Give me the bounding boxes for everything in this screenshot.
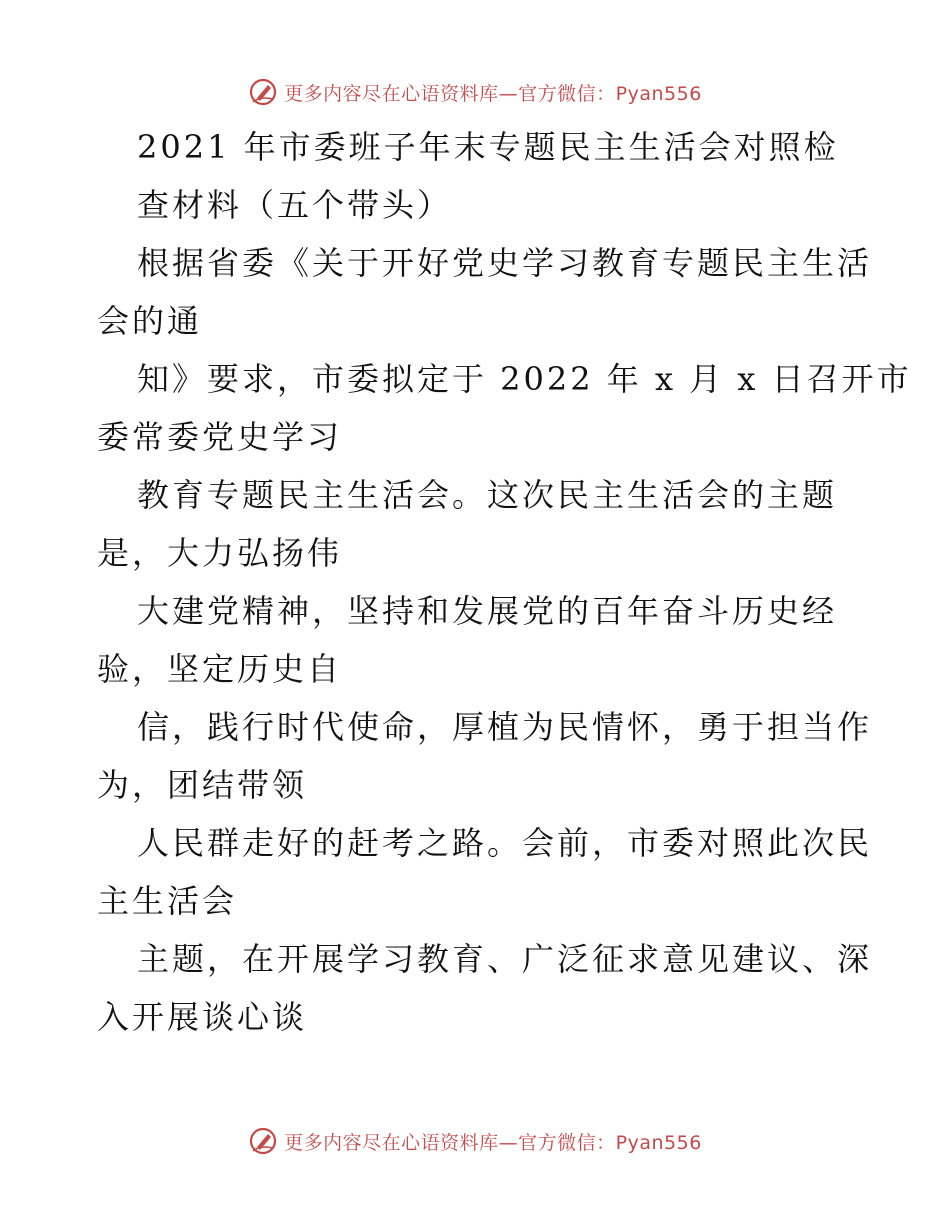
document-line: 2021 年市委班子年末专题民主生活会对照检 xyxy=(137,128,839,166)
document-line: 是，大力弘扬伟 xyxy=(97,534,343,572)
footer-watermark-text: 更多内容尽在心语资料库—官方微信：Pyan556 xyxy=(284,1131,702,1154)
document-line: 委常委党史学习 xyxy=(97,418,343,456)
document-line: 大建党精神，坚持和发展党的百年奋斗历史经 xyxy=(137,592,838,630)
document-line: 信，践行时代使命，厚植为民情怀，勇于担当作 xyxy=(137,708,873,746)
document-line: 为，团结带领 xyxy=(97,766,308,804)
footer-watermark xyxy=(0,1121,950,1161)
document-line: 验，坚定历史自 xyxy=(97,650,343,688)
document-line: 主题，在开展学习教育、广泛征求意见建议、深 xyxy=(137,940,873,978)
document-line: 根据省委《关于开好党史学习教育专题民主生活 xyxy=(137,244,873,282)
document-line: 入开展谈心谈 xyxy=(97,998,308,1036)
document-line: 会的通 xyxy=(97,302,203,340)
pen-circle-logo-icon xyxy=(248,1126,278,1156)
header-watermark xyxy=(0,72,950,112)
header-watermark-text: 更多内容尽在心语资料库—官方微信：Pyan556 xyxy=(284,82,702,105)
document-line: 知》要求，市委拟定于 2022 年 x 月 x 日召开市 xyxy=(137,360,912,398)
document-line: 人民群走好的赶考之路。会前，市委对照此次民 xyxy=(137,824,873,862)
document-line: 查材料（五个带头） xyxy=(137,186,453,224)
pen-circle-logo-icon xyxy=(248,77,278,107)
document-line: 主生活会 xyxy=(97,882,238,920)
document-line: 教育专题民主生活会。这次民主生活会的主题 xyxy=(137,476,838,514)
